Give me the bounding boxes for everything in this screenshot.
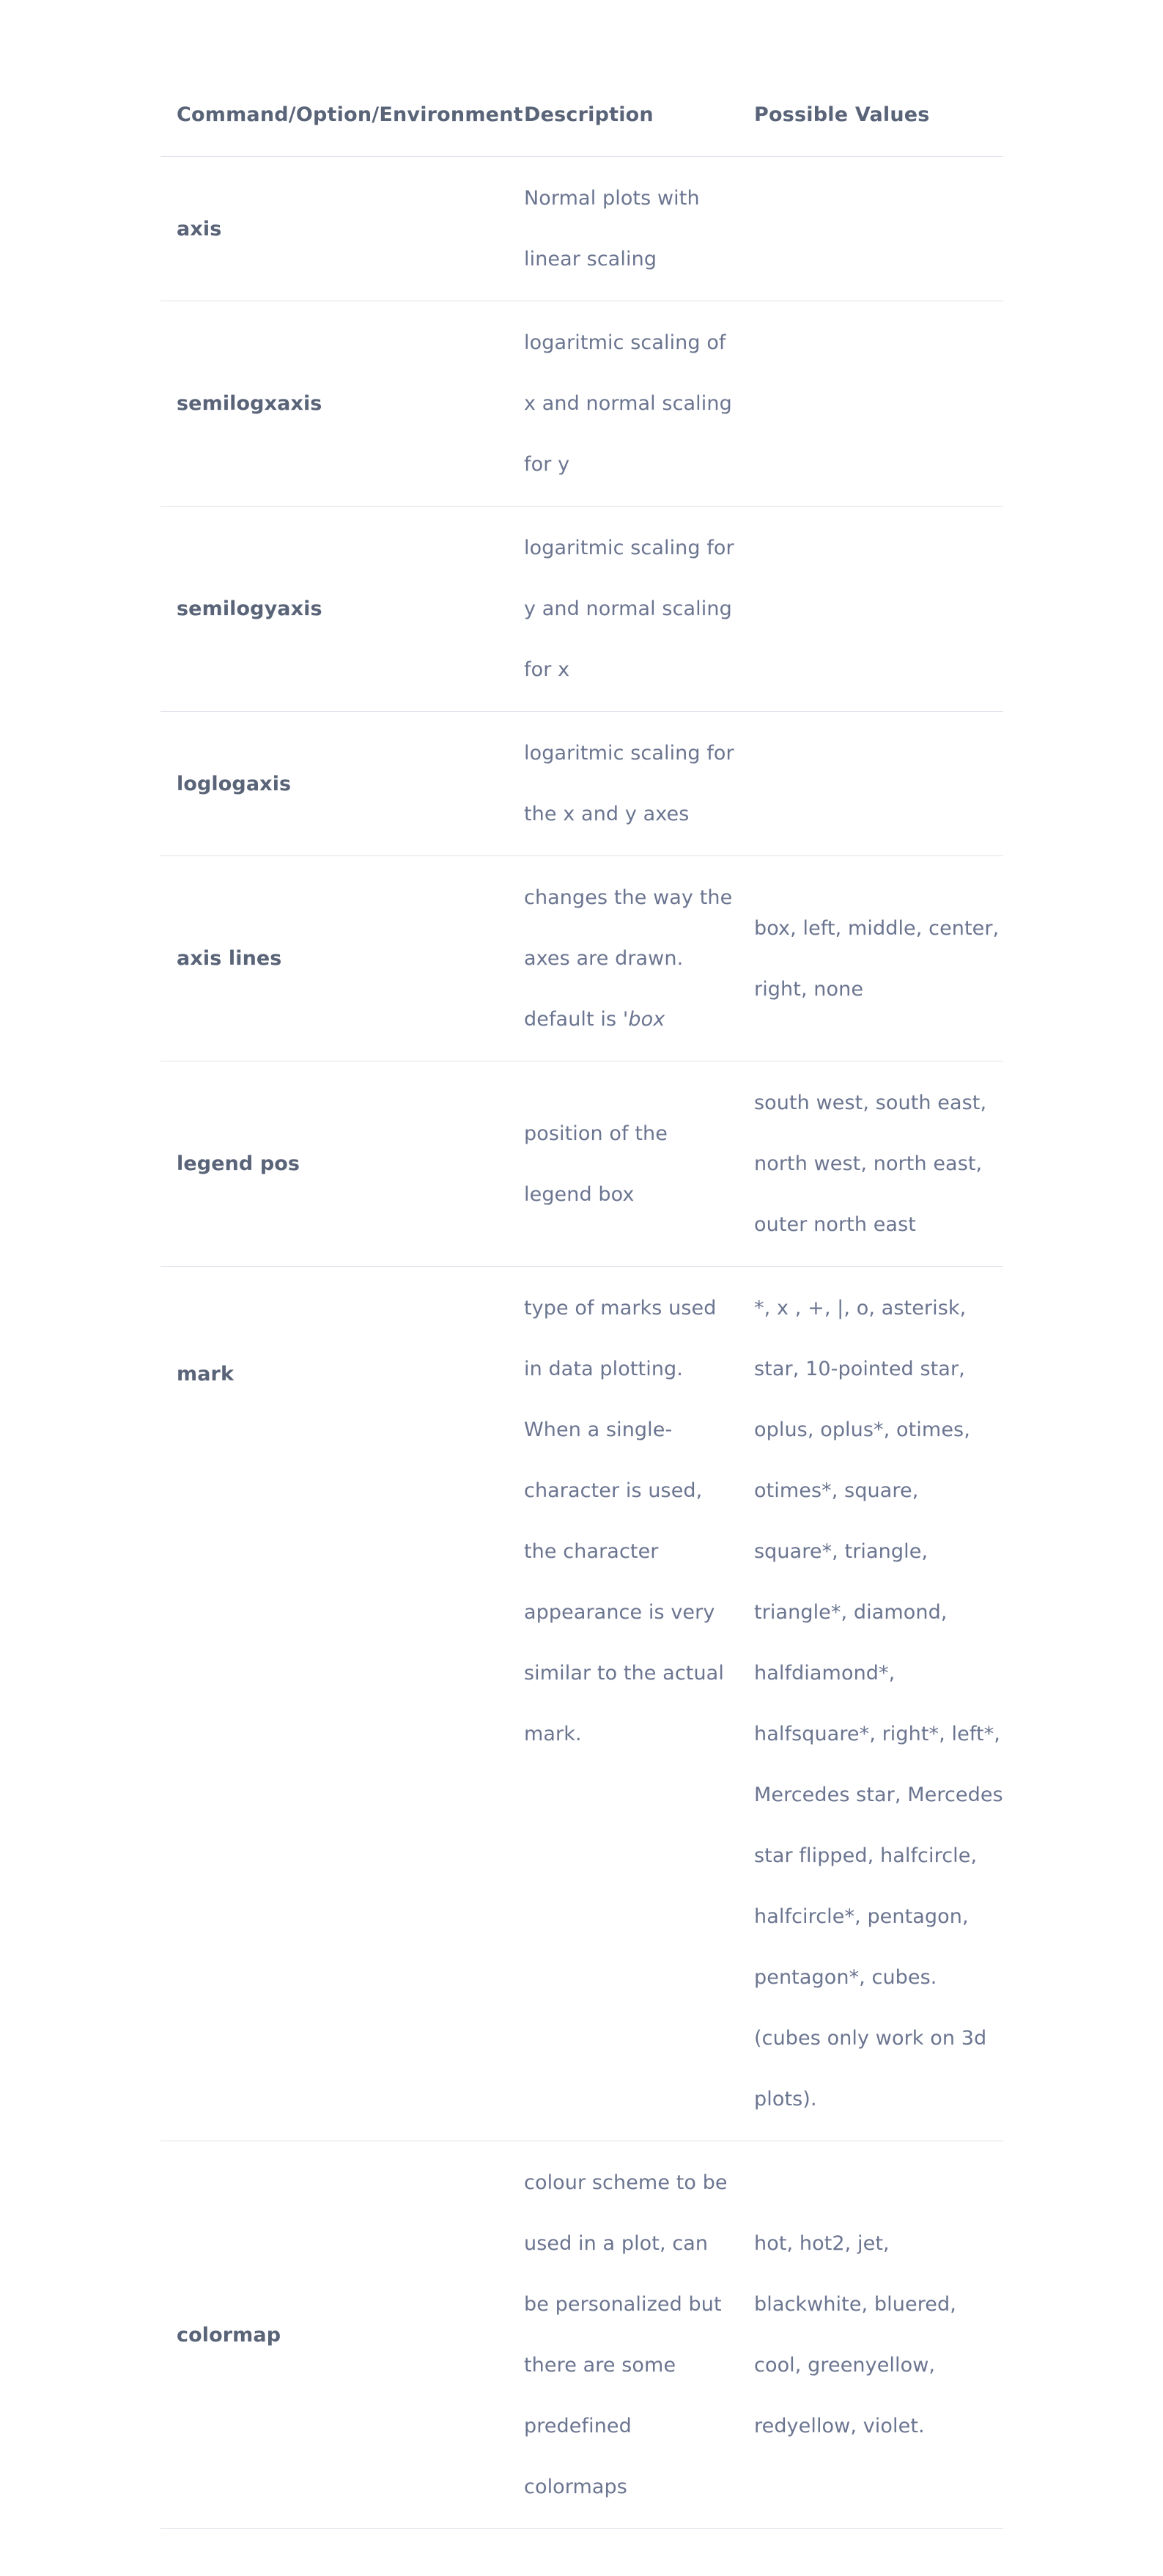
header-possible-values: Possible Values [738, 73, 1003, 157]
row-possible-values [738, 157, 1003, 301]
row-description: type of marks used in data plotting. When a single-character is used, the character appearance is very similar to the actual mark. [524, 1297, 724, 1745]
row-possible-values [738, 712, 1003, 856]
row-description: logaritmic scaling of x and normal scaling for y [508, 301, 738, 507]
row-command-name [160, 1267, 508, 2141]
row-possible-values: hot, hot2, jet, blackwhite, bluered, cool, greenyellow, redyellow, violet. [738, 2141, 1003, 2529]
table-header [160, 73, 1003, 157]
header-description: Description [508, 73, 738, 157]
pgfplots-reference-table [160, 73, 1003, 2529]
header-command: Command/Option/Environment [160, 73, 508, 157]
row-possible-values: south west, south east, north west, north east, outer north east [738, 1061, 1003, 1267]
table-row [160, 2141, 1003, 2529]
table-row [160, 507, 1003, 712]
description-emphasis: box [628, 1008, 665, 1031]
mark-name: mark [177, 1363, 235, 1385]
table-row [160, 712, 1003, 856]
row-description: logaritmic scaling for the x and y axes [508, 712, 738, 856]
reference-table-container [160, 73, 1003, 2529]
table-row [160, 157, 1003, 301]
table-row [160, 1061, 1003, 1267]
header-row [160, 73, 1003, 157]
table-row [160, 1267, 1003, 2141]
row-command-name: loglogaxis [160, 712, 508, 856]
row-description: colour scheme to be used in a plot, can be personalized but there are some predefined colormaps [508, 2141, 738, 2529]
row-possible-values: *, x , +, |, o, asterisk, star, 10-pointed star, oplus, oplus*, otimes, otimes*, square, square*, triangle, triangle*, diamond, halfdiamond*, halfsquare*, right*, left*, Mercedes star, Mercedes star flipped, halfcircle, halfcircle*, pentagon, pentagon*, cubes. (cubes only work on 3d plots). [754, 1297, 1003, 2111]
row-description: logaritmic scaling for y and normal scaling for x [508, 507, 738, 712]
row-command-name: legend pos [160, 1061, 508, 1267]
row-possible-values: box, left, middle, center, right, none [738, 856, 1003, 1061]
row-description: Normal plots with linear scaling [508, 157, 738, 301]
row-command-name: colormap [160, 2141, 508, 2529]
row-description: position of the legend box [508, 1061, 738, 1267]
row-command-name: semilogxaxis [160, 301, 508, 507]
row-command-name: axis lines [160, 856, 508, 1061]
table-body [160, 157, 1003, 2529]
table-row [160, 856, 1003, 1061]
mark-name-wrap [177, 1278, 508, 1471]
row-command-name: semilogyaxis [160, 507, 508, 712]
row-possible-values [738, 301, 1003, 507]
row-command-name: axis [160, 157, 508, 301]
row-description [508, 856, 738, 1061]
description-text: changes the way the axes are drawn. default is ' [524, 886, 733, 1031]
table-row [160, 301, 1003, 507]
row-possible-values [738, 507, 1003, 712]
